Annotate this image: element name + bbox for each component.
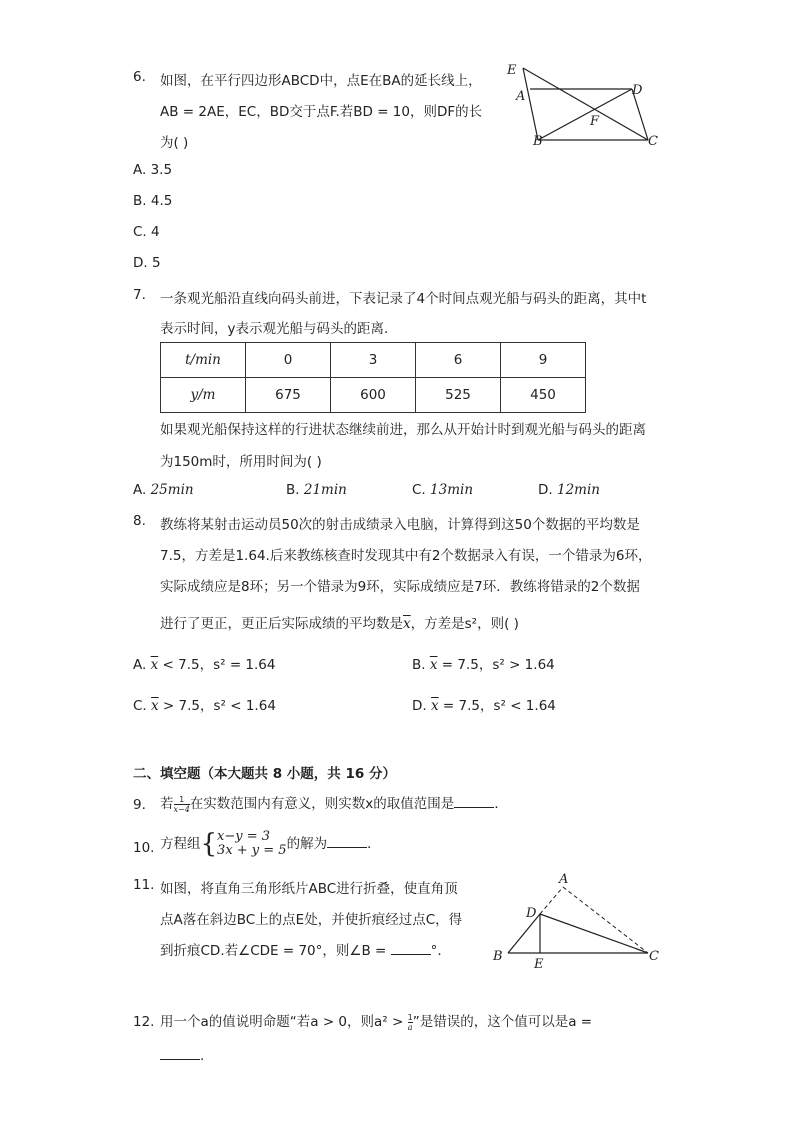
table-cell: 9 xyxy=(501,343,586,378)
q10-end: ． xyxy=(367,836,381,852)
q9-text xyxy=(160,792,508,814)
answer-blank xyxy=(327,833,367,848)
q8-line3: 实际成绩应是8环；另一个错录为9环，实际成绩应是7环．教练将错录的2个数据 xyxy=(160,579,640,595)
equation-system xyxy=(217,830,287,858)
q7-line4: 为150m时，所用时间为( ) xyxy=(160,454,322,470)
table-cell: 450 xyxy=(501,378,586,413)
q7-number: 7. xyxy=(133,287,146,303)
option-letter: A. xyxy=(133,482,147,498)
table-cell: t/min xyxy=(161,343,246,378)
q7-option-b xyxy=(286,482,347,498)
label-E: E xyxy=(534,957,544,972)
dashed-AC xyxy=(563,887,648,953)
q8-line1: 教练将某射击运动员50次的射击成绩录入电脑，计算得到这50个数据的平均数是 xyxy=(160,517,640,533)
option-text: 25min xyxy=(150,482,194,498)
q6-option-d xyxy=(133,255,161,271)
q7-option-a xyxy=(133,482,194,498)
q9-pre: 若 xyxy=(160,796,174,812)
option-letter: D. xyxy=(133,255,148,271)
q9-end: ． xyxy=(494,796,508,812)
option-letter: C. xyxy=(133,224,147,240)
dashed-DA xyxy=(540,887,563,914)
table-row xyxy=(161,378,586,413)
q11-line1: 如图，将直角三角形纸片ABC进行折叠，使直角顶 xyxy=(160,881,458,897)
q6-line3: 为( ) xyxy=(160,135,189,151)
option-letter: B. xyxy=(133,193,147,209)
equation-2: 3x + y = 5 xyxy=(217,843,287,858)
table-cell: 6 xyxy=(416,343,501,378)
table-row xyxy=(161,343,586,378)
q7-data-table xyxy=(160,342,586,413)
option-letter: B. xyxy=(412,657,426,673)
option-text: = 7.5，s² < 1.64 xyxy=(438,698,556,714)
table-cell: 525 xyxy=(416,378,501,413)
q10-pre: 方程组 xyxy=(160,836,201,852)
equation-1: x−y = 3 xyxy=(217,829,271,844)
option-text: = 7.5，s² > 1.64 xyxy=(437,657,555,673)
label-A: A xyxy=(516,89,526,104)
q8-option-d xyxy=(412,694,556,714)
q7-line2: 表示时间，y表示观光船与码头的距离． xyxy=(160,321,398,337)
q8-option-c xyxy=(133,694,276,714)
line-BD xyxy=(538,89,632,140)
q10-number: 10. xyxy=(133,840,155,856)
q9-post: 在实数范围内有意义，则实数x的取值范围是 xyxy=(189,796,455,812)
fraction-denominator: a xyxy=(407,1022,413,1032)
label-F: F xyxy=(590,114,600,129)
label-B: B xyxy=(533,134,543,149)
label-B: B xyxy=(493,949,503,964)
q8-line4-tail: ，方差是s²，则( ) xyxy=(410,616,519,632)
q6-option-b xyxy=(133,193,172,209)
table-cell: 600 xyxy=(331,378,416,413)
label-C: C xyxy=(649,949,659,964)
q12-end: . xyxy=(200,1048,205,1064)
q12-number: 12. xyxy=(133,1014,155,1030)
option-text: 4.5 xyxy=(150,193,173,209)
q7-line3: 如果观光船保持这样的行进状态继续前进，那么从开始计时到观光船与码头的距离 xyxy=(160,422,646,438)
q8-line2: 7.5，方差是1.64.后来教练核查时发现其中有2个数据录入有误，一个错录为6环， xyxy=(160,548,652,564)
answer-blank xyxy=(160,1045,200,1060)
label-D: D xyxy=(526,906,537,921)
option-text: > 7.5，s² < 1.64 xyxy=(158,698,276,714)
q11-line3 xyxy=(160,939,442,959)
table-cell: 3 xyxy=(331,343,416,378)
q10-post: 的解为 xyxy=(286,836,328,852)
q6-parallelogram-figure xyxy=(498,58,668,153)
fraction-numerator: 1 xyxy=(174,795,190,805)
label-A: A xyxy=(559,872,569,887)
line-EC xyxy=(523,68,648,140)
option-letter: A. xyxy=(133,657,147,673)
q7-option-d xyxy=(538,482,600,498)
section-title: 二、填空题（本大题共 8 小题，共 16 分） xyxy=(133,766,396,782)
q6-line2: AB = 2AE，EC，BD交于点F.若BD = 10，则DF的长 xyxy=(160,104,483,120)
option-text: < 7.5，s² = 1.64 xyxy=(158,657,276,673)
x-bar: $\overline{x}$ xyxy=(150,657,159,673)
x-bar: $\overline{x}$ xyxy=(403,616,411,632)
q11-triangle-figure xyxy=(488,866,668,974)
option-letter: C. xyxy=(412,482,426,498)
q6-line1: 如图，在平行四边形ABCD中，点E在BA的延长线上， xyxy=(160,73,482,89)
q12-post: ”是错误的，这个值可以是a = xyxy=(412,1014,593,1030)
q7-option-c xyxy=(412,482,473,498)
q9-number: 9. xyxy=(133,797,146,813)
line-EB xyxy=(523,68,538,140)
label-D: D xyxy=(632,83,643,98)
q8-number: 8. xyxy=(133,513,146,529)
fraction xyxy=(174,795,190,814)
q8-option-b xyxy=(412,653,555,673)
option-text: 13min xyxy=(430,482,474,498)
option-letter: D. xyxy=(412,698,427,714)
q12-line2 xyxy=(160,1045,204,1064)
option-text: 4 xyxy=(151,224,160,240)
q8-line4 xyxy=(160,612,519,632)
option-text: 21min xyxy=(303,482,347,498)
label-E: E xyxy=(507,63,517,78)
fraction-denominator: x−4 xyxy=(173,804,190,814)
fraction-numerator: 1 xyxy=(407,1012,413,1022)
x-bar: $\overline{x}$ xyxy=(429,657,438,673)
q12-pre: 用一个a的值说明命题“若a > 0，则a² > xyxy=(160,1014,408,1030)
option-letter: D. xyxy=(538,482,553,498)
q7-line1: 一条观光船沿直线向码头前进，下表记录了4个时间点观光船与码头的距离，其中t xyxy=(160,291,647,307)
q11-line2: 点A落在斜边BC上的点E处，并使折痕经过点C，得 xyxy=(160,912,463,928)
option-text: 12min xyxy=(556,482,600,498)
q11-line3-end: °. xyxy=(430,943,442,959)
q6-number: 6. xyxy=(133,69,146,85)
answer-blank xyxy=(454,793,494,808)
table-cell: 0 xyxy=(246,343,331,378)
x-bar: $\overline{x}$ xyxy=(430,698,439,714)
q11-line3-text: 到折痕CD.若∠CDE = 70°，则∠B = xyxy=(160,943,391,959)
brace-icon: { xyxy=(200,829,218,859)
q8-option-a xyxy=(133,653,275,673)
line-DC xyxy=(540,914,648,953)
table-cell: 675 xyxy=(246,378,331,413)
q6-option-a xyxy=(133,162,172,178)
label-C: C xyxy=(648,134,658,149)
q11-number: 11. xyxy=(133,877,155,893)
q10-text xyxy=(160,830,381,858)
q6-option-c xyxy=(133,224,160,240)
q12-text xyxy=(160,1010,592,1032)
option-letter: B. xyxy=(286,482,300,498)
answer-blank xyxy=(391,940,431,955)
q8-line4-text: 进行了更正，更正后实际成绩的平均数是 xyxy=(160,616,403,632)
table-cell: y/m xyxy=(161,378,246,413)
option-text: 3.5 xyxy=(150,162,173,178)
option-letter: A. xyxy=(133,162,147,178)
option-letter: C. xyxy=(133,698,147,714)
option-text: 5 xyxy=(151,255,161,271)
x-bar: $\overline{x}$ xyxy=(151,698,159,714)
